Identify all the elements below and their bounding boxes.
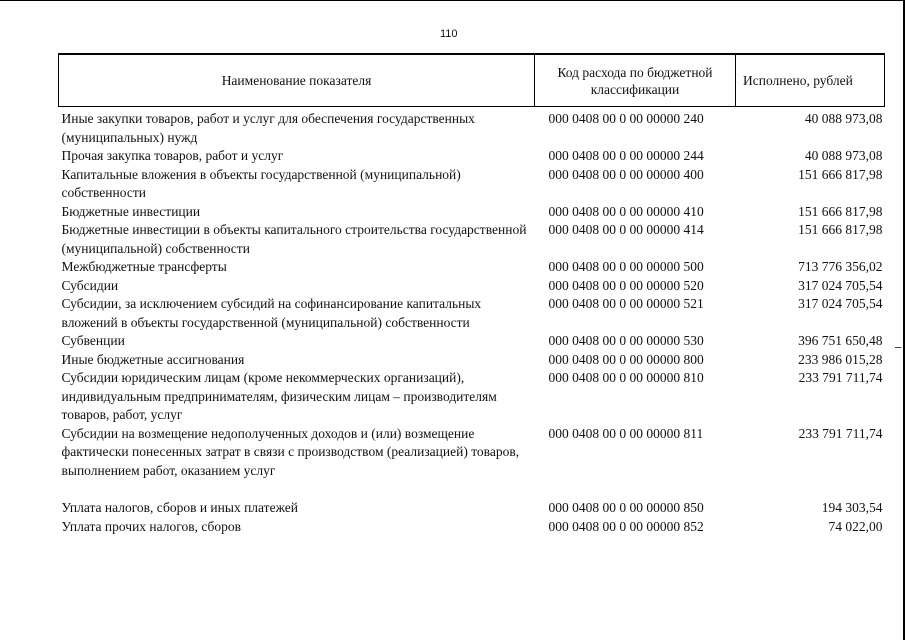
row-amount: 233 986 015,28 — [798, 351, 883, 367]
page-top-edge — [0, 0, 905, 1]
table-row — [59, 147, 885, 166]
row-code: 000 0408 00 0 00 00000 810 — [548, 370, 704, 385]
row-code: 000 0408 00 0 00 00000 414 — [548, 222, 704, 237]
table-row — [59, 369, 885, 425]
row-code: 000 0408 00 0 00 00000 240 — [548, 111, 704, 126]
row-name: Иные закупки товаров, работ и услуг для обеспечения государственных (муниципальных) нужд — [61, 111, 475, 145]
table-row — [59, 425, 885, 481]
row-code: 000 0408 00 0 00 00000 811 — [548, 425, 704, 441]
table-header-row — [59, 54, 885, 107]
table-row — [59, 480, 885, 518]
header-budget-code: Код расхода по бюджетной классификации — [535, 54, 736, 107]
row-amount: 151 666 817,98 — [798, 203, 883, 219]
row-amount: 317 024 705,54 — [798, 277, 883, 293]
row-amount: 194 303,54 — [821, 500, 883, 515]
row-code: 000 0408 00 0 00 00000 852 — [548, 518, 704, 534]
margin-mark — [895, 347, 901, 348]
table-row — [59, 166, 885, 203]
row-amount: 40 088 973,08 — [804, 148, 883, 163]
row-code: 000 0408 00 0 00 00000 244 — [548, 148, 704, 163]
row-code: 000 0408 00 0 00 00000 400 — [548, 166, 704, 182]
table-row — [59, 518, 885, 537]
row-name: Субсидии — [61, 277, 119, 293]
table-row — [59, 203, 885, 222]
row-name: Субсидии юридическим лицам (кроме некоммерческих организаций), индивидуальным предпринимателям, физическим лицам – производителям товаров, работ, услуг — [61, 370, 497, 422]
row-code: 000 0408 00 0 00 00000 521 — [548, 296, 704, 311]
table-row — [59, 107, 885, 148]
row-name: Прочая закупка товаров, работ и услуг — [61, 148, 284, 163]
row-name: Капитальные вложения в объекты государственной (муниципальной) собственности — [61, 166, 461, 200]
table-row — [59, 295, 885, 332]
row-amount: 713 776 356,02 — [798, 259, 883, 274]
row-code: 000 0408 00 0 00 00000 530 — [548, 333, 704, 348]
table-row — [59, 351, 885, 370]
row-amount: 151 666 817,98 — [798, 222, 883, 237]
row-name: Субсидии, за исключением субсидий на софинансирование капитальных вложений в объекты государственной (муниципальной) собственности — [61, 296, 482, 330]
table-row — [59, 258, 885, 277]
row-amount: 233 791 711,74 — [798, 370, 883, 385]
row-amount: 151 666 817,98 — [798, 166, 883, 182]
row-amount: 40 088 973,08 — [804, 111, 883, 126]
row-amount: 74 022,00 — [828, 518, 883, 534]
row-name: Уплата налогов, сборов и иных платежей — [61, 500, 298, 515]
row-code: 000 0408 00 0 00 00000 850 — [548, 500, 704, 515]
header-indicator-name: Наименование показателя — [59, 54, 535, 107]
row-code: 000 0408 00 0 00 00000 410 — [548, 203, 704, 219]
row-amount: 317 024 705,54 — [798, 296, 883, 311]
row-code: 000 0408 00 0 00 00000 520 — [548, 277, 704, 293]
table-row — [59, 332, 885, 351]
row-name: Субвенции — [61, 333, 125, 348]
header-executed-amount: Исполнено, рублей — [736, 54, 885, 107]
row-name: Бюджетные инвестиции — [61, 203, 201, 219]
row-amount: 396 751 650,48 — [798, 333, 883, 348]
budget-execution-table — [58, 53, 885, 536]
row-name: Иные бюджетные ассигнования — [61, 351, 245, 367]
row-code: 000 0408 00 0 00 00000 500 — [548, 259, 704, 274]
row-code: 000 0408 00 0 00 00000 800 — [548, 351, 704, 367]
row-amount: 233 791 711,74 — [798, 425, 883, 441]
row-name: Субсидии на возмещение недополученных доходов и (или) возмещение фактически понесенных затрат в связи с производством (реализацией) товаров, выполнением работ, оказанием услуг — [61, 425, 520, 478]
table-row — [59, 221, 885, 258]
row-name: Уплата прочих налогов, сборов — [61, 518, 241, 534]
page-number: 110 — [440, 28, 458, 40]
row-name: Бюджетные инвестиции в объекты капитального строительства государственной (муниципальной) собственности — [61, 222, 527, 256]
row-name: Межбюджетные трансферты — [61, 259, 227, 274]
table-row — [59, 277, 885, 296]
